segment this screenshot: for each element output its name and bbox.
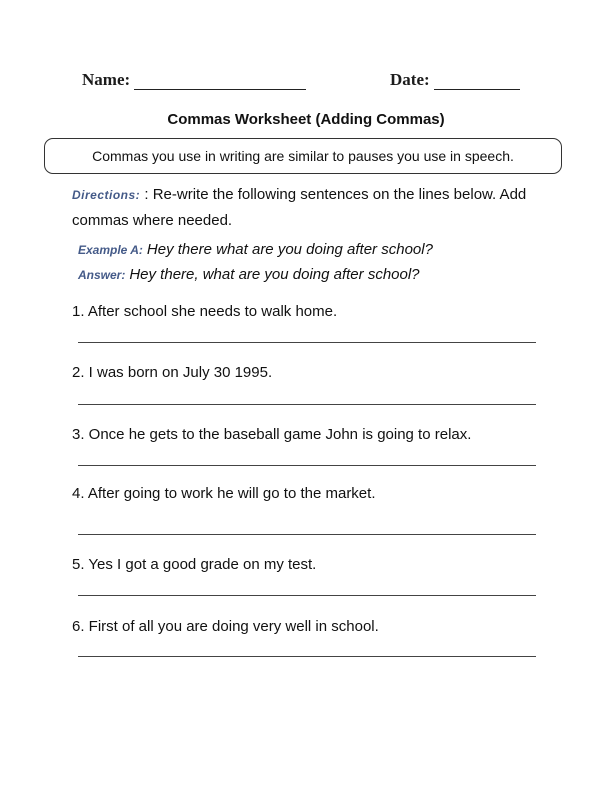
date-blank-line[interactable] xyxy=(434,88,520,90)
date-label: Date: xyxy=(390,70,430,89)
answer-text: Hey there, what are you doing after school? xyxy=(129,266,420,283)
example-label: Example A: xyxy=(78,243,143,257)
answer-label: Answer: xyxy=(78,268,126,282)
question-5: 5. Yes I got a good grade on my test. xyxy=(72,556,317,573)
example-answer xyxy=(78,266,420,283)
worksheet-header xyxy=(0,70,612,96)
worksheet-title: Commas Worksheet (Adding Commas) xyxy=(167,111,445,128)
name-blank-line[interactable] xyxy=(134,88,306,90)
answer-line-3[interactable] xyxy=(78,464,536,466)
question-1: 1. After school she needs to walk home. xyxy=(72,303,338,320)
answer-line-5[interactable] xyxy=(78,594,536,596)
question-2: 2. I was born on July 30 1995. xyxy=(72,364,273,381)
example-sentence xyxy=(78,241,433,258)
answer-line-4[interactable] xyxy=(78,533,536,535)
answer-line-1[interactable] xyxy=(78,341,536,343)
directions xyxy=(72,182,542,234)
directions-label: Directions: xyxy=(72,188,141,202)
directions-text: : Re-write the following sentences on the lines below. Add commas where needed. xyxy=(72,186,527,229)
question-6: 6. First of all you are doing very well in school. xyxy=(72,618,379,635)
name-label: Name: xyxy=(82,70,131,89)
example-text: Hey there what are you doing after school? xyxy=(146,241,433,258)
question-4: 4. After going to work he will go to the market. xyxy=(72,485,376,502)
answer-line-6[interactable] xyxy=(78,655,536,657)
question-3: 3. Once he gets to the baseball game John is going to relax. xyxy=(72,426,472,443)
info-box: Commas you use in writing are similar to pauses you use in speech. xyxy=(44,138,562,174)
answer-line-2[interactable] xyxy=(78,403,536,405)
